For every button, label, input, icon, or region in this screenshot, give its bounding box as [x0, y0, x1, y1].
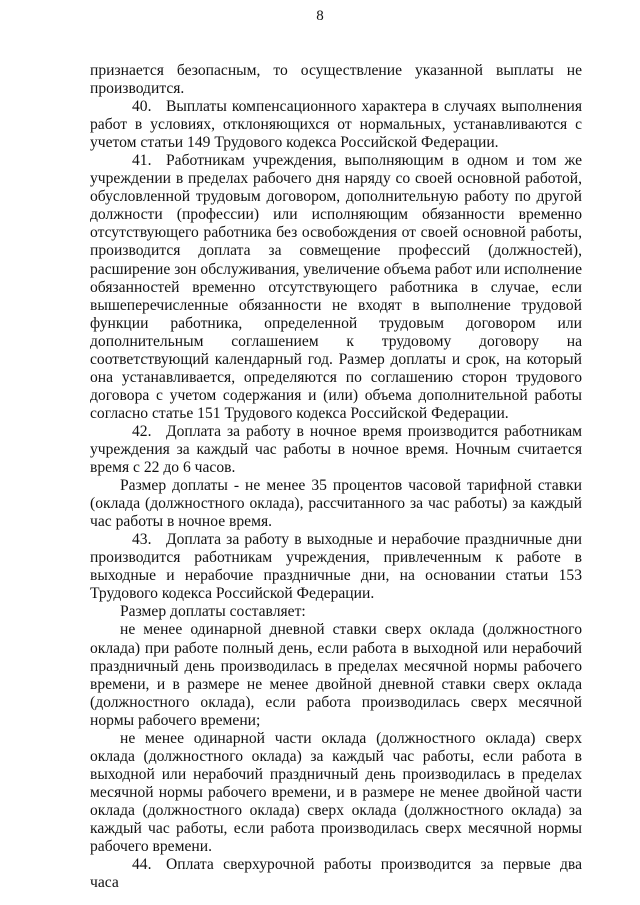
- paragraph-text: Доплата за работу в выходные и нерабочие праздничные дни производится работникам учреждения, привлеченным к работе в выходные и нерабочие праздничные дни, на основании статьи 153 Трудового кодекса Российской Федерации.: [90, 531, 582, 603]
- paragraph-text: Выплаты компенсационного характера в случаях выполнения работ в условиях, отклоняющихся от нормальных, устанавливаются с учетом статьи 149 Трудового кодекса Российской Федерации.: [90, 98, 582, 152]
- paragraph-number: 40.: [132, 98, 152, 116]
- numbered-paragraph: [90, 531, 582, 603]
- paragraph: [90, 730, 582, 856]
- paragraph-number: 42.: [132, 422, 152, 440]
- paragraph: [90, 603, 582, 621]
- paragraph-number: 43.: [132, 531, 152, 549]
- page-number: 8: [316, 8, 324, 24]
- numbered-paragraph: [90, 152, 582, 423]
- paragraph-text: не менее одинарной дневной ставки сверх оклада (должностного оклада) при работе полный день, если работа в выходной или нерабочий праздничный день производилась в пределах месячной нормы рабочего времени, и в размере не менее двойной дневной ставки сверх оклада (должностного оклада), если работа производилась сверх месячной нормы рабочего времени;: [90, 621, 582, 729]
- paragraph: [90, 62, 582, 98]
- numbered-paragraph: [90, 423, 582, 477]
- paragraph-text: Размер доплаты - не менее 35 процентов часовой тарифной ставки (оклада (должностного оклада), рассчитанного за час работы) за каждый час работы в ночное время.: [90, 477, 582, 531]
- numbered-paragraph: [90, 98, 582, 152]
- paragraph: [90, 477, 582, 531]
- paragraph-text: не менее одинарной части оклада (должностного оклада) сверх оклада (должностного оклада) за каждый час работы, если работа в выходной или нерабочий праздничный день производилась в пределах месячной нормы рабочего времени, и в размере не менее двойной части оклада (должностного оклада) сверх оклада (должностного оклада) за каждый час работы, если работа производилась сверх месячной нормы рабочего времени.: [90, 729, 582, 856]
- paragraph-number: 41.: [132, 152, 152, 170]
- paragraph-text: признается безопасным, то осуществление указанной выплаты не производится.: [90, 62, 582, 98]
- paragraph-text: Размер доплаты составляет:: [120, 603, 306, 621]
- paragraph-text: Доплата за работу в ночное время производится работникам учреждения за каждый час работы в ночное время. Ночным считается время с 22 до 6 часов.: [90, 422, 582, 477]
- paragraph-text: Оплата сверхурочной работы производится за первые два часа: [90, 856, 582, 892]
- paragraph-number: 44.: [132, 856, 152, 874]
- paragraph-text: Работникам учреждения, выполняющим в одном и том же учреждении в пределах рабочего дня наряду со своей основной работой, обусловленной трудовым договором, дополнительную работу по другой должности (профессии) или исполняющим обязанности временно отсутствующего работника без освобождения от своей основной работы, производится доплата за совмещение профессий (должностей), расширение зон обслуживания, увеличение объема работ или исполнение обязанностей временно отсутствующего работника в случае, если вышеперечисленные обязанности не входят в выполнение трудовой функции работника, определенной трудовым договором или дополнительным соглашением к трудовому договору на соответствующий календарный год. Размер доплаты и срок, на который она устанавливается, определяются по соглашению сторон трудового договора с учетом содержания и (или) объема дополнительной работы согласно статье 151 Трудового кодекса Российской Федерации.: [90, 152, 582, 422]
- paragraph: [90, 621, 582, 729]
- numbered-paragraph: [90, 856, 582, 892]
- document-body: [90, 62, 582, 892]
